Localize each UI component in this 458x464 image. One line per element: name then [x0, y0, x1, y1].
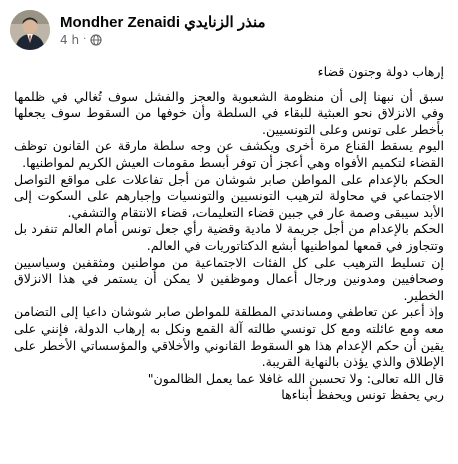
post-paragraph: الحكم بالإعدام من أجل جريمة لا مادية وقضية رأي جعل تونس أمام العالم تنفرد بل وتتجاوز في قمعها لمواطنيها أبشع الدكتاتوريات في العالم. [14, 221, 444, 253]
post-body [10, 64, 444, 404]
author-block [60, 13, 266, 48]
author-name-latin[interactable]: Mondher Zenaidi [60, 13, 180, 31]
post-paragraph: إن تسليط الترهيب على كل الفئات الاجتماعية من مواطنين ومثقفين وسياسيين وصحافيين ومدونين ورجال أعمال وموظفين لا يمكن أن يستمر في هذا الانزلاق الخطير. [14, 254, 444, 303]
post-paragraph: اليوم يسقط القناع مرة أخرى ويكشف عن وجه سلطة مارقة عن القانون توظف القضاء لتكميم الأفواه وهي أعجز أن توفر أبسط مقومات العيش الكريم لمواطنيها. [14, 138, 444, 170]
author-name-arabic[interactable]: منذر الزنايدي [184, 13, 266, 31]
post-closing: ربي يحفظ تونس ويحفظ أبناءها [281, 387, 444, 403]
post-header [10, 10, 444, 50]
author-name[interactable] [60, 13, 266, 32]
post-meta [60, 32, 266, 48]
post-quote: قال الله تعالى: ولا تحسبن الله غافلا عما يعمل الظالمون" [147, 370, 444, 386]
post-paragraph: الحكم بالإعدام على المواطن صابر شوشان من أجل تفاعلات على مواقع التواصل الاجتماعي في محاولة لترهيب التونسيين والتونسيات وإجبارهم على السكوت إلى الأبد سيبقى وصمة عار في جبين قضاء التعليمات، قضاء الانتقام والتشفي. [14, 171, 444, 220]
post-paragraph: وإذ أعبر عن تعاطفي ومساندتي المطلقة للمواطن صابر شوشان داعيا إلى التضامن معه ومع عائلته ومع كل تونسي طالته آلة القمع ونكل به إرهاب الدولة، فإنني على يقين أن حكم الإعدام هذا هو السقوط القانوني والأخلاقي والمؤسساتي الأخطر على الإطلاق والذي يؤذن بالنهاية القريبة. [14, 304, 444, 370]
globe-icon[interactable] [90, 34, 102, 46]
author-avatar[interactable] [10, 10, 50, 50]
post-paragraph: سبق أن نبهنا إلى أن منظومة الشعبوية والعجز والفشل سوف تُغالي في ظلمها وفي الانزلاق نحو العبثية للبقاء في السلطة وأن خوفها من السقوط سوف يجعلها بأخطر على تونس وعلى التونسيين. [14, 88, 444, 137]
avatar-photo-icon [10, 10, 50, 50]
post-timestamp[interactable]: 4 h [60, 32, 80, 47]
meta-separator: · [83, 33, 87, 45]
post-title: إرهاب دولة وجنون قضاء [317, 64, 444, 79]
